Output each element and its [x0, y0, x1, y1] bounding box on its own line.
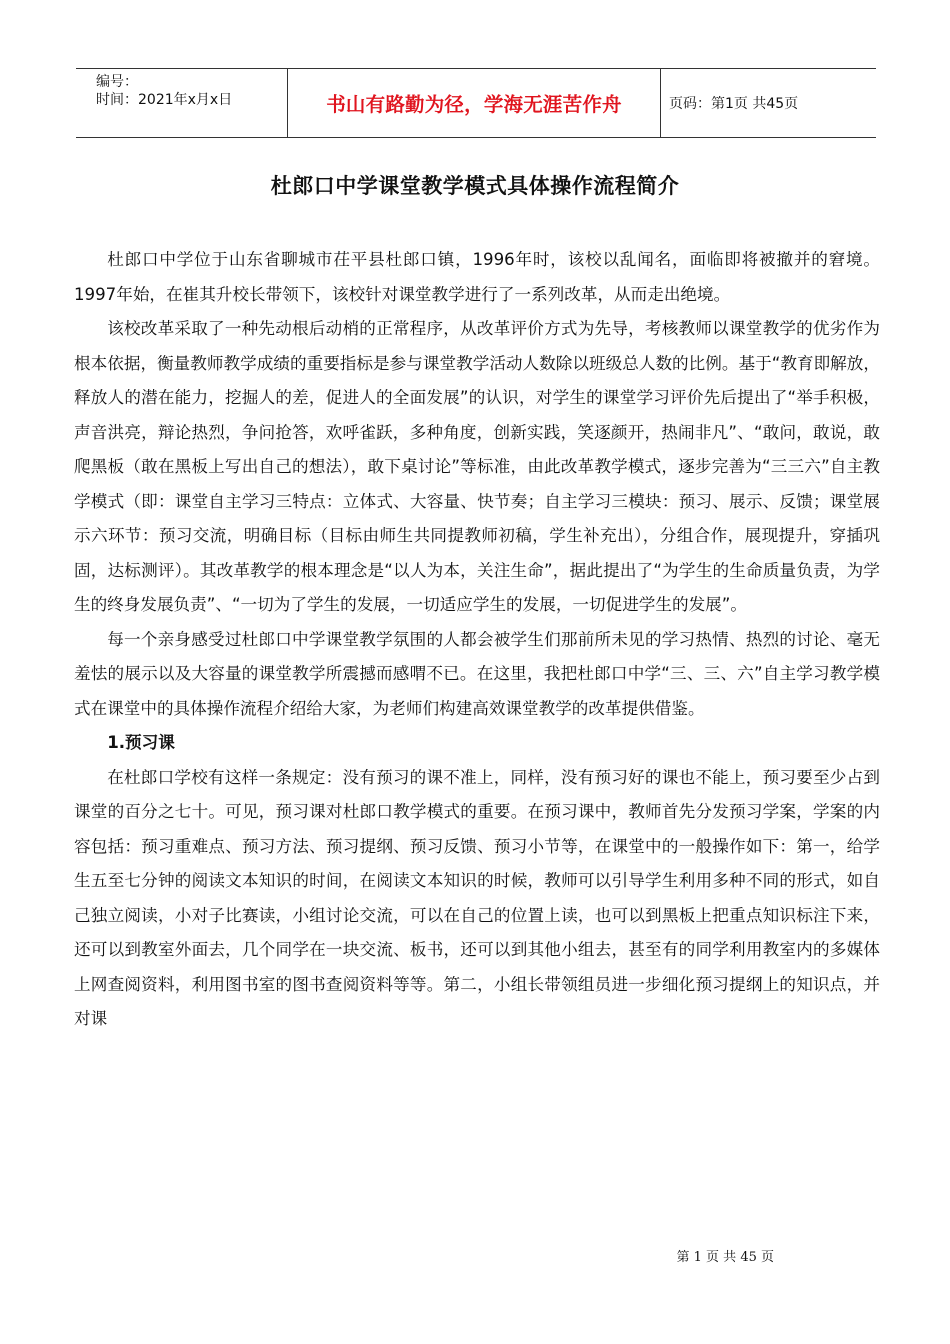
body-paragraph-2: 该校改革采取了一种先动根后动梢的正常程序，从改革评价方式为先导，考核教师以课堂教学的优劣作为根本依据，衡量教师教学成绩的重要指标是参与课堂教学活动人数除以班级总人数的比例。基于“教育即解放，释放人的潜在能力，挖掘人的差，促进人的全面发展”的认识，对学生的课堂学习评价先后提出了“举手积极，声音洪亮，辩论热烈，争问抢答，欢呼雀跃，多种角度，创新实践，笑逐颜开，热闹非凡”、“敢问，敢说，敢爬黑板（敢在黑板上写出自己的想法），敢下桌讨论”等标准，由此改革教学模式，逐步完善为“三三六”自主教学模式（即：课堂自主学习三特点：立体式、大容量、快节奏；自主学习三模块：预习、展示、反馈；课堂展示六环节：预习交流，明确目标（目标由师生共同提教师初稿，学生补充出），分组合作，展现提升，穿插巩固，达标测评）。其改革教学的根本理念是“以人为本，关注生命”，据此提出了“为学生的生命质量负责，为学生的终身发展负责”、“一切为了学生的发展，一切适应学生的发展，一切促进学生的发展”。: [74, 319, 880, 614]
page-footer: [0, 1246, 950, 1265]
document-title: 杜郎口中学课堂教学模式具体操作流程简介: [270, 174, 680, 198]
motto-text: 书山有路勤为径，学海无涯苦作舟: [326, 93, 622, 116]
document-number: 编号：: [96, 74, 138, 90]
document-header: [76, 68, 876, 138]
header-page-number: 页码：第1页 共45页: [669, 96, 799, 112]
body-paragraph-3: 每一个亲身感受过杜郎口中学课堂教学氛围的人都会被学生们那前所未见的学习热情、热烈的讨论、毫无羞怯的展示以及大容量的课堂教学所震撼而感喟不已。在这里，我把杜郎口中学“三、三、六”自主学习教学模式在课堂中的具体操作流程介绍给大家，为老师们构建高效课堂教学的改革提供借鉴。: [74, 629, 880, 718]
footer-page-number: 第 1 页 共 45 页: [676, 1250, 774, 1265]
header-motto-cell: [288, 69, 661, 137]
header-info-cell: [76, 69, 288, 137]
document-body: [74, 243, 880, 1037]
section-paragraph: 在杜郎口学校有这样一条规定：没有预习的课不准上，同样，没有预习好的课也不能上，预习要至少占到课堂的百分之七十。可见，预习课对杜郎口教学模式的重要。在预习课中，教师首先分发预习学案，学案的内容包括：预习重难点、预习方法、预习提纲、预习反馈、预习小节等，在课堂中的一般操作如下：第一，给学生五至七分钟的阅读文本知识的时间，在阅读文本知识的时候，教师可以引导学生利用多种不同的形式，如自己独立阅读，小对子比赛读，小组讨论交流，可以在自己的位置上读，也可以到黑板上把重点知识标注下来，还可以到教室外面去，几个同学在一块交流、板书，还可以到其他小组去，甚至有的同学利用教室内的多媒体上网查阅资料，利用图书室的图书查阅资料等等。第二，小组长带领组员进一步细化预习提纲上的知识点，并对课: [74, 767, 880, 1028]
body-paragraph-1: 杜郎口中学位于山东省聊城市茌平县杜郎口镇，1996年时，该校以乱闻名，面临即将被撤并的窘境。1997年始，在崔其升校长带领下，该校针对课堂教学进行了一系列改革，从而走出绝境。: [74, 250, 880, 304]
document-date: 时间：2021年x月x日: [96, 92, 233, 108]
section-heading: 1.预习课: [107, 733, 175, 752]
header-page-cell: [661, 69, 876, 137]
